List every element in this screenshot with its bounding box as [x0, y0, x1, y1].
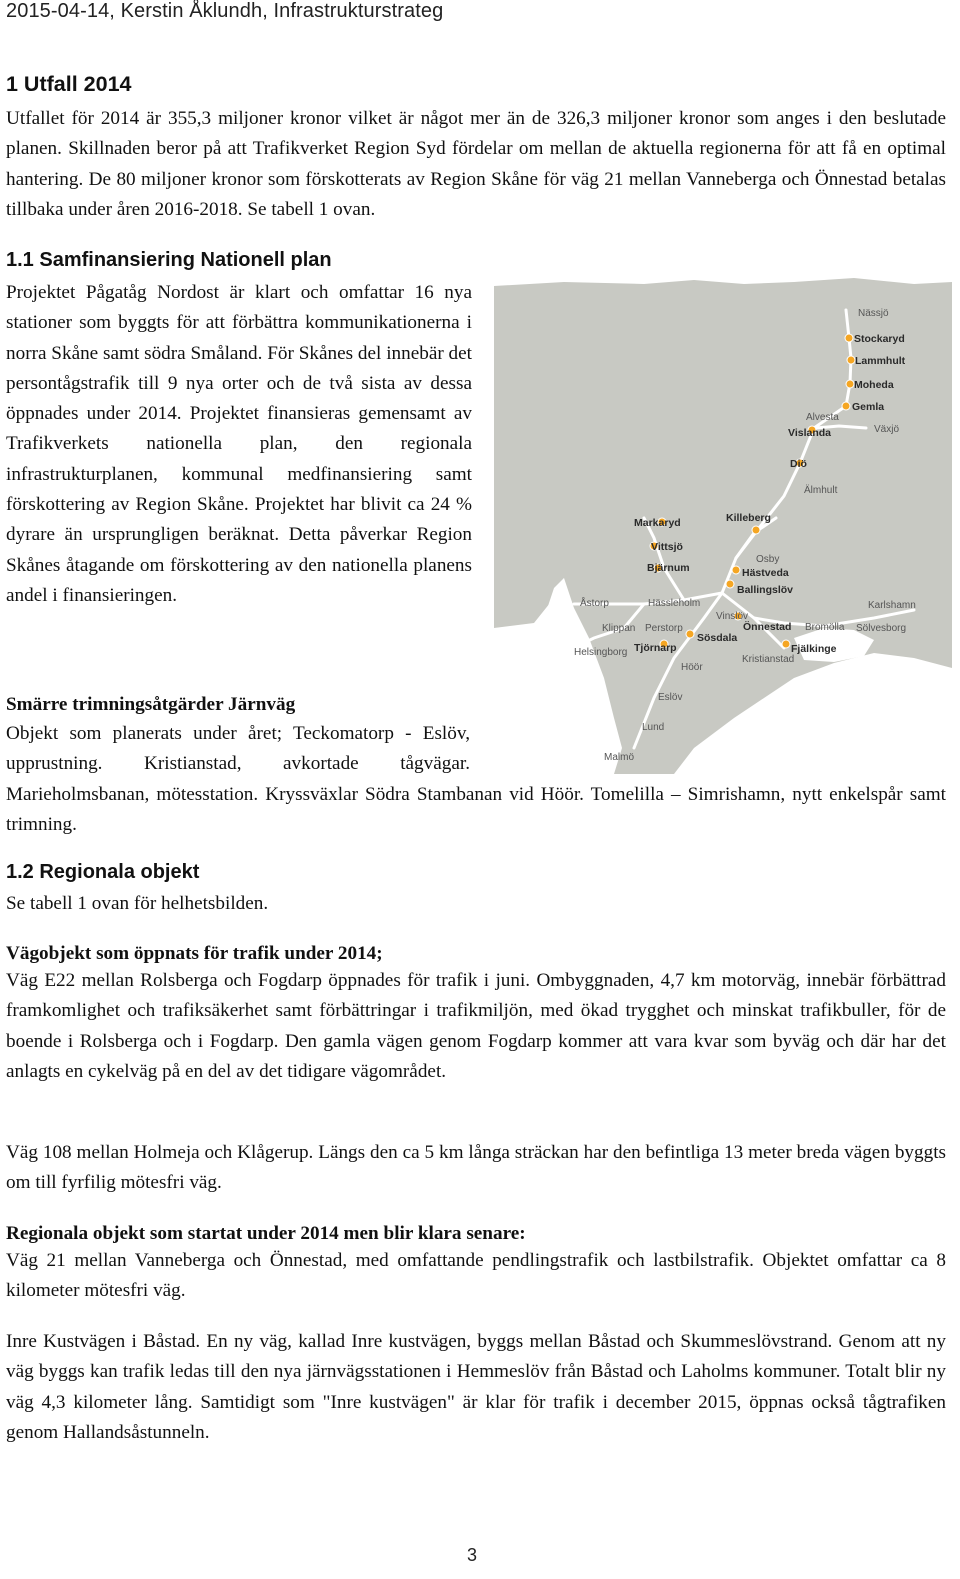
station-dot-moheda: [846, 380, 854, 388]
station-dot-hastveda: [732, 566, 740, 574]
trimning-paragraph: Objekt som planerats under året; Teckomatorp - Eslöv, upprustning. Kristianstad, avkortade tågvägar. Marieholmsbanan, mötesstation. Kryssväxlar Södra Stambanan vid Höör. Tomelilla – Simrishamn, nytt enkelspår samt trimning.: [6, 723, 946, 835]
label-lammhult: Lammhult: [855, 355, 906, 367]
section-heading-utfall: 1 Utfall 2014: [6, 72, 132, 96]
label-tjornarp: Tjörnarp: [634, 642, 677, 654]
road-opened-p1: Väg E22 mellan Rolsberga och Fogdarp öppnades för trafik i juni. Ombyggnaden, 4,7 km motorväg, innebär förbättrad framkomlighet och trafiksäkerhet samt förbättringar i trafikmiljön, med ökad trygghet och minskat trafikbuller, för de boende i Rolsberga och i Fogdarp. Den gamla vägen genom Fogdarp kommer att vara kvar som byväg och där har det anlagts en cykelväg på en del av det tidigare vägområdet.: [6, 970, 946, 1082]
section-heading-regionala: 1.2 Regionala objekt: [6, 861, 200, 883]
road-opened-heading: Vägobjekt som öppnats för trafik under 2014;: [6, 943, 383, 964]
label-solvesborg: Sölvesborg: [856, 623, 907, 634]
label-helsingborg: Helsingborg: [574, 647, 628, 658]
label-hastveda: Hästveda: [742, 567, 789, 579]
label-markaryd: Markaryd: [634, 517, 681, 529]
utfall-paragraph: Utfallet för 2014 är 355,3 miljoner kronor vilket är något mer än de 326,3 miljoner kronor som anges i den beslutade planen. Skillnaden beror på att Trafikverket Region Syd fördelar om mellan de aktuella regionerna för att få en optimal hantering. De 80 miljoner kronor som förskotterats av Region Skåne för väg 21 mellan Vanneberga och Önnestad betalas tillbaka under åren 2016-2018. Se tabell 1 ovan.: [6, 108, 946, 220]
station-dot-lammhult: [847, 356, 855, 364]
label-sosdala: Sösdala: [697, 632, 738, 644]
label-killeberg: Killeberg: [726, 512, 771, 524]
label-vittsjo: Vittsjö: [651, 541, 683, 553]
page-number: 3: [467, 1545, 478, 1565]
label-fjalkinge: Fjälkinge: [791, 643, 837, 655]
label-onnestad: Önnestad: [743, 621, 792, 633]
label-alvesta: Alvesta: [806, 412, 839, 423]
label-karlshamn: Karlshamn: [868, 600, 916, 611]
label-kristianstad: Kristianstad: [742, 654, 795, 665]
label-stockaryd: Stockaryd: [854, 333, 905, 345]
road-opened-p2: Väg 108 mellan Holmeja och Klågerup. Längs den ca 5 km långa sträckan har den befintliga 13 meter breda vägen byggts om till fyrfilig mötesfri väg.: [6, 1142, 946, 1194]
label-klippan: Klippan: [602, 623, 636, 634]
section-heading-samfinansiering: 1.1 Samfinansiering Nationell plan: [6, 249, 332, 271]
railway-map: [494, 278, 952, 774]
label-astorp: Åstorp: [580, 598, 609, 609]
trimning-heading: Smärre trimningsåtgärder Järnväg: [6, 694, 296, 715]
page-header: 2015-04-14, Kerstin Åklundh, Infrastrukturstrateg: [6, 0, 444, 22]
station-dot-stockaryd: [845, 334, 853, 342]
started-p1: Väg 21 mellan Vanneberga och Önnestad, med omfattande pendlingstrafik och lastbilstrafik. Objektet omfattar ca 8 kilometer mötesfri väg.: [6, 1250, 946, 1302]
station-dot-killeberg: [752, 526, 760, 534]
samfinansiering-paragraph: Projektet Pågatåg Nordost är klart och omfattar 16 nya stationer som byggts för att förbättra kommunikationerna i norra Skåne samt södra Småland. För Skånes del innebär det persontågstrafik till 9 nya orter och de två sista av dessa öppnades under 2014. Projektet finansieras gemensamt av Trafikverkets nationella plan, den regionala infrastrukturplanen, kommunal medfinansiering samt förskottering av Region Skåne. Projektet har blivit ca 24 % dyrare än ursprungligen beräknat. Detta påverkar Region Skånes åtagande om förskottering av den nationella planens andel i finansieringen.: [6, 282, 472, 606]
label-hassleholm: Hässleholm: [648, 598, 701, 609]
label-ballingslov: Ballingslöv: [737, 584, 794, 596]
label-vislanda: Vislanda: [788, 427, 831, 439]
label-hoor: Höör: [681, 662, 703, 673]
station-dot-fjalkinge: [782, 640, 790, 648]
label-eslov: Eslöv: [658, 692, 683, 703]
label-vinslov: Vinslöv: [716, 611, 749, 622]
label-lund: Lund: [642, 722, 665, 733]
regionala-paragraph: Se tabell 1 ovan för helhetsbilden.: [6, 893, 269, 914]
label-bromolla: Bromölla: [805, 622, 845, 633]
label-malmo: Malmö: [604, 752, 635, 763]
label-gemla: Gemla: [852, 401, 885, 413]
started-heading: Regionala objekt som startat under 2014 men blir klara senare:: [6, 1223, 526, 1244]
station-dot-sosdala: [686, 630, 694, 638]
label-perstorp: Perstorp: [645, 623, 683, 634]
label-vaxjo: Växjö: [874, 424, 900, 435]
label-osby: Osby: [756, 554, 780, 565]
station-dot-gemla: [842, 402, 850, 410]
label-dio: Diö: [790, 458, 807, 470]
label-nassjo: Nässjö: [858, 308, 889, 319]
label-bjarnum: Bjärnum: [647, 562, 690, 574]
label-moheda: Moheda: [854, 379, 894, 391]
station-dot-ballingslov: [726, 580, 734, 588]
label-almhult: Älmhult: [804, 485, 838, 496]
started-p2: Inre Kustvägen i Båstad. En ny väg, kallad Inre kustvägen, byggs mellan Båstad och Skummeslövstrand. Genom att ny väg byggs kan trafik ledas till den nya järnvägsstationen i Hemmeslöv från Båstad och Laholms kommuner. Totalt blir ny väg 4,3 kilometer lång. Samtidigt som "Inre kustvägen" är klar för trafik i december 2015, öppnas också tågtrafiken genom Hallandsåstunneln.: [6, 1331, 946, 1443]
